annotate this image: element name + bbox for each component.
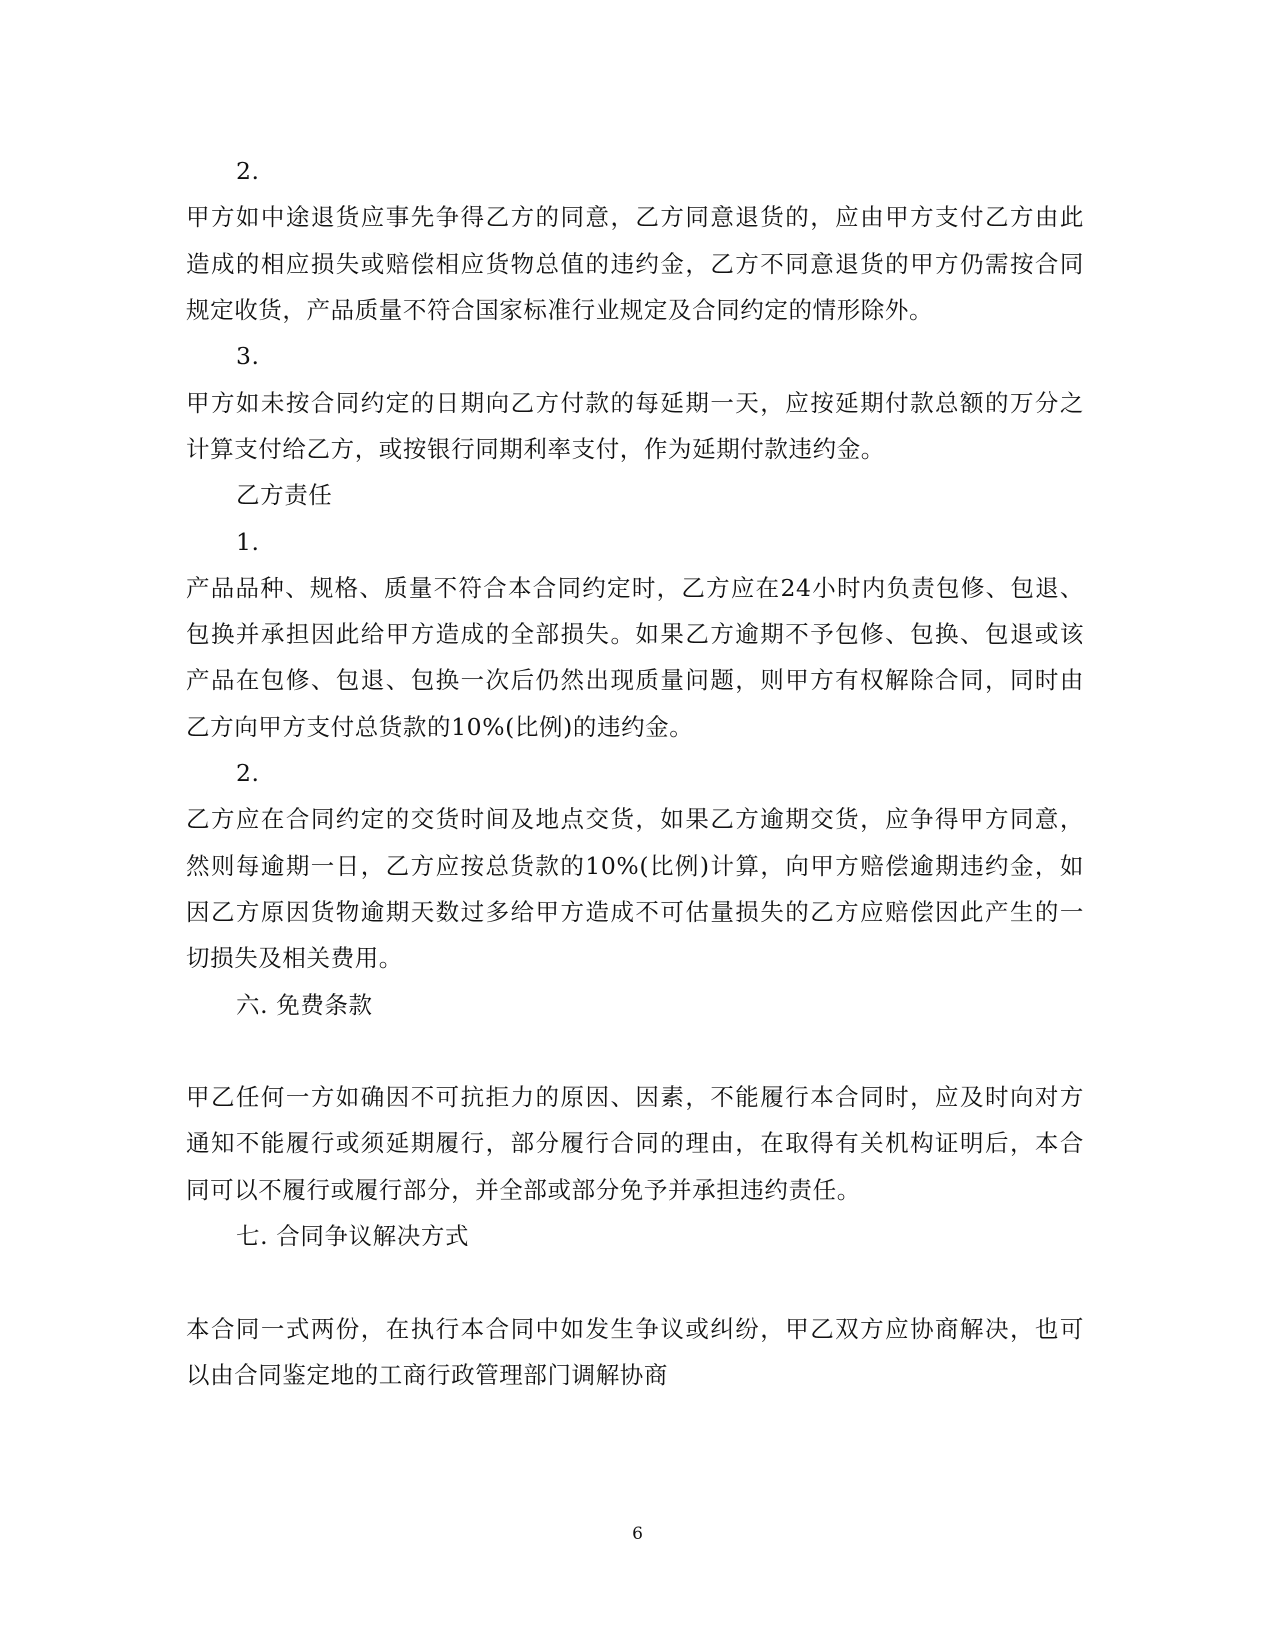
body-text-line: 产品品种、规格、质量不符合本合同约定时，乙方应在24小时内负责包修、包退、 bbox=[186, 574, 1084, 602]
page-number: 6 bbox=[632, 1524, 643, 1544]
body-text-line: 乙方应在合同约定的交货时间及地点交货，如果乙方逾期交货，应争得甲方同意， bbox=[186, 805, 1084, 833]
body-text-line: 甲方如中途退货应事先争得乙方的同意，乙方同意退货的，应由甲方支付乙方由此 bbox=[186, 203, 1084, 231]
body-text-line: 产品在包修、包退、包换一次后仍然出现质量问题，则甲方有权解除合同，同时由 bbox=[186, 666, 1084, 694]
body-text-line: 造成的相应损失或赔偿相应货物总值的违约金，乙方不同意退货的甲方仍需按合同 bbox=[186, 250, 1084, 278]
body-text-line: 切损失及相关费用。 bbox=[186, 944, 403, 972]
item-number: 1. bbox=[236, 528, 260, 556]
body-text-line: 以由合同鉴定地的工商行政管理部门调解协商 bbox=[186, 1361, 668, 1389]
section-heading: 七. 合同争议解决方式 bbox=[236, 1222, 470, 1250]
section-heading: 乙方责任 bbox=[236, 481, 333, 509]
body-text-line: 甲乙任何一方如确因不可抗拒力的原因、因素，不能履行本合同时，应及时向对方 bbox=[186, 1083, 1084, 1111]
body-text-line: 规定收货，产品质量不符合国家标准行业规定及合同约定的情形除外。 bbox=[186, 296, 934, 324]
body-text-line: 然则每逾期一日，乙方应按总货款的10%(比例)计算，向甲方赔偿逾期违约金，如 bbox=[186, 852, 1084, 880]
item-number: 2. bbox=[236, 157, 260, 185]
body-text-line: 乙方向甲方支付总货款的10%(比例)的违约金。 bbox=[186, 713, 694, 741]
body-text-line: 因乙方原因货物逾期天数过多给甲方造成不可估量损失的乙方应赔偿因此产生的一 bbox=[186, 898, 1084, 926]
body-text-line: 计算支付给乙方，或按银行同期利率支付，作为延期付款违约金。 bbox=[186, 435, 885, 463]
section-heading: 六. 免费条款 bbox=[236, 991, 373, 1019]
item-number: 3. bbox=[236, 342, 260, 370]
body-text-line: 包换并承担因此给甲方造成的全部损失。如果乙方逾期不予包修、包换、包退或该 bbox=[186, 620, 1084, 648]
item-number: 2. bbox=[236, 759, 260, 787]
body-text-line: 甲方如未按合同约定的日期向乙方付款的每延期一天，应按延期付款总额的万分之 bbox=[186, 389, 1084, 417]
body-text-line: 本合同一式两份，在执行本合同中如发生争议或纠纷，甲乙双方应协商解决，也可 bbox=[186, 1315, 1084, 1343]
body-text-line: 同可以不履行或履行部分，并全部或部分免予并承担违约责任。 bbox=[186, 1176, 861, 1204]
body-text-line: 通知不能履行或须延期履行，部分履行合同的理由，在取得有关机构证明后，本合 bbox=[186, 1129, 1084, 1157]
